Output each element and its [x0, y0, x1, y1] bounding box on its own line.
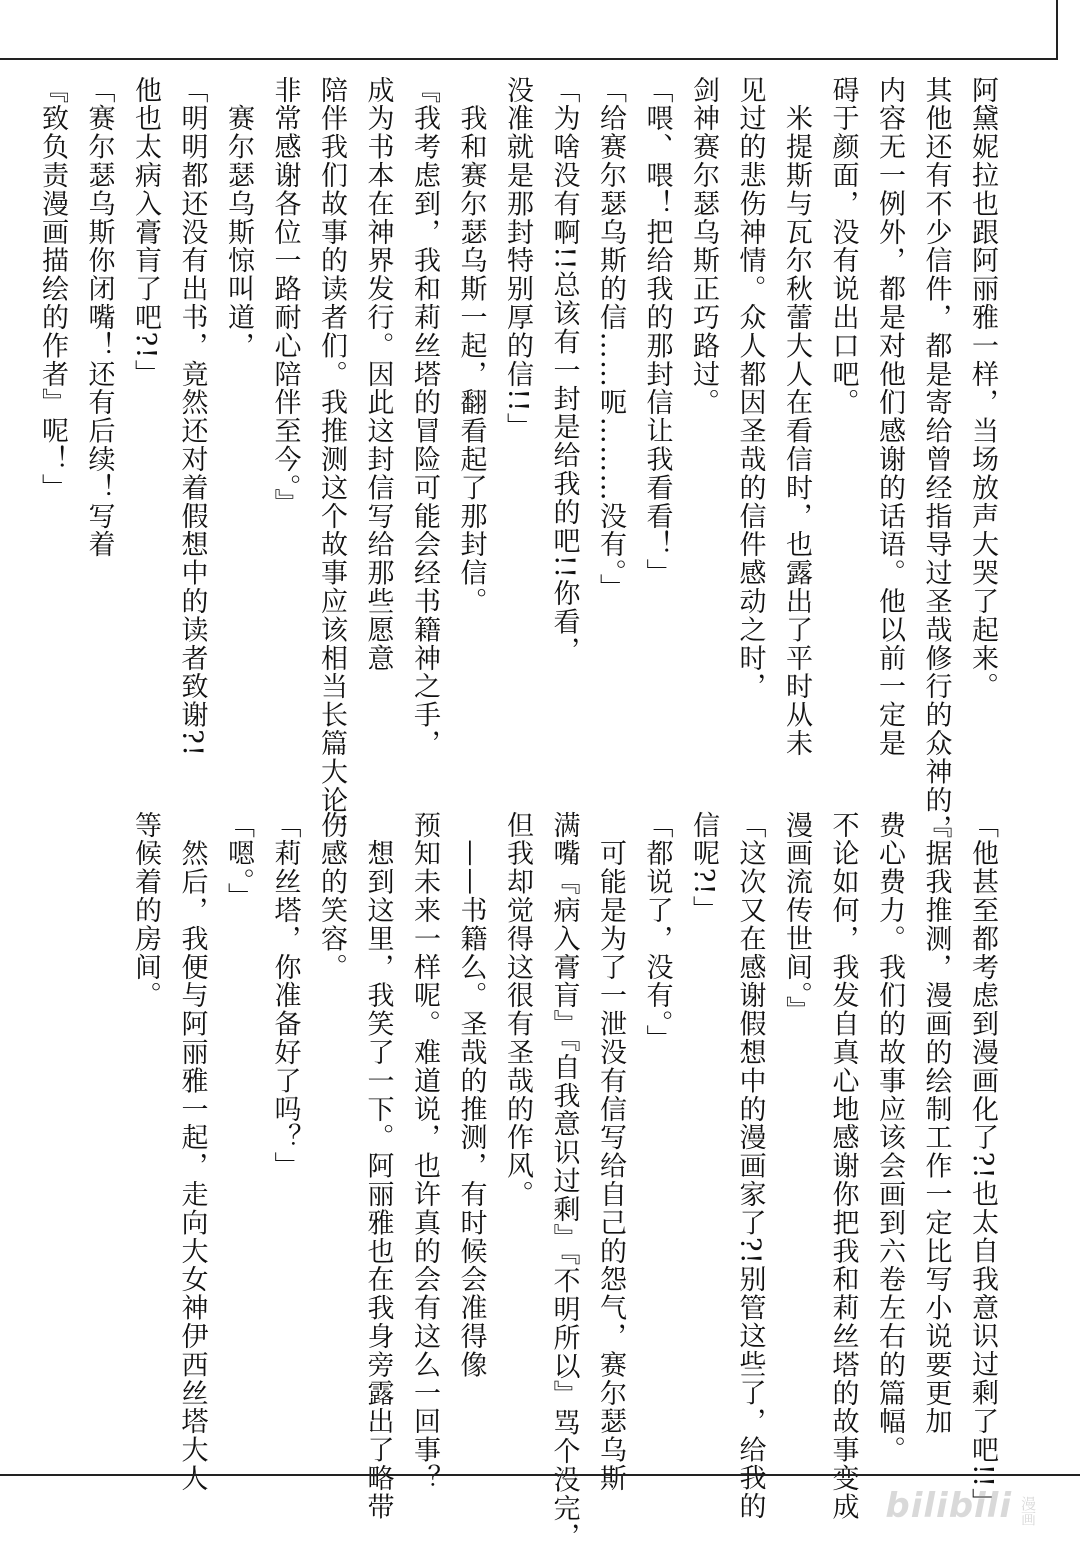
text-column: 「赛尔瑟乌斯你闭嘴！还有后续！写着: [83, 76, 115, 559]
text-column: 「他甚至都考虑到漫画化了?!也太自我意识过剩了吧!!」: [967, 811, 998, 1517]
text-column: 「喂、喂！把给我的那封信让我看看！」: [641, 76, 673, 588]
text-column: 但我却觉得这很有圣哉的作风。: [502, 811, 533, 1209]
text-column: 可能是为了一泄没有信写给自己的怨气，赛尔瑟乌斯: [595, 811, 626, 1493]
text-column: ——书籍么。圣哉的推测，有时候会准得像: [455, 811, 487, 1379]
text-column: 伤感的笑容。: [316, 811, 347, 982]
text-column: 『据我推测，漫画的绘制工作一定比写小说要更加: [920, 811, 952, 1436]
watermark: [885, 1486, 1060, 1526]
text-column: 「嗯。」: [223, 811, 254, 912]
text-column: 信呢?!」: [688, 811, 719, 925]
text-column: 我和赛尔瑟乌斯一起，翻看起了那封信。: [455, 76, 487, 616]
text-column: 『我考虑到，我和莉丝塔的冒险可能会经书籍神之手，: [409, 76, 440, 758]
text-column: 「都说了，没有。」: [641, 811, 673, 1054]
text-column: 内容无一例外，都是对他们感谢的话语。他以前一定是: [874, 76, 905, 758]
text-column: 想到这里，我笑了一下。阿丽雅也在我身旁露出了略带: [362, 811, 394, 1521]
top-rule-corner: [1056, 0, 1058, 58]
text-column: 成为书本在神界发行。因此这封信写给那些愿意: [362, 76, 394, 673]
text-column: 『致负责漫画描绘的作者』呢！」: [37, 76, 68, 502]
text-column: 等候着的房间。: [130, 811, 161, 1010]
text-column: 阿黛妮拉也跟阿丽雅一样，当场放声大哭了起来。: [967, 76, 998, 701]
bottom-rule: [0, 1474, 1080, 1476]
watermark-sub: 漫画: [1019, 1496, 1037, 1526]
text-column: 预知未来一样呢。难道说，也许真的会有这么一回事？: [409, 811, 440, 1493]
watermark-logo: bilibili: [885, 1486, 1012, 1526]
text-column: 米提斯与瓦尔秋蕾大人在看信时，也露出了平时从未: [781, 76, 812, 758]
text-column: 「给赛尔瑟乌斯的信……呃………没有。」: [595, 76, 626, 603]
text-column: 「这次又在感谢假想中的漫画家了?!别管这些了，给我的: [734, 811, 766, 1521]
text-column: 陪伴我们故事的读者们。我推测这个故事应该相当长篇大论，: [316, 76, 347, 843]
text-column: 没准就是那封特别厚的信!!」: [502, 76, 533, 442]
top-rule: [0, 58, 1058, 60]
text-column: 「为啥没有啊!!总该有一封是给我的吧!!你看，: [548, 76, 580, 665]
text-column: 然后，我便与阿丽雅一起，走向大女神伊西丝塔大人: [176, 811, 208, 1493]
text-column: 不论如何，我发自真心地感谢你把我和莉丝塔的故事变成: [827, 811, 859, 1521]
text-column: 非常感谢各位一路耐心陪伴至今。』: [269, 76, 301, 517]
text-column: 赛尔瑟乌斯惊叫道，: [223, 76, 254, 360]
text-column: 「莉丝塔，你准备好了吗？」: [269, 811, 301, 1181]
text-column: 见过的悲伤神情。众人都因圣哉的信件感动之时，: [734, 76, 766, 701]
text-column: 其他还有不少信件，都是寄给曾经指导过圣哉修行的众神的，: [920, 76, 952, 843]
text-column: 「明明都还没有出书，竟然还对着假想中的读者致谢?!: [176, 76, 208, 758]
text-column: 碍于颜面，没有说出口吧。: [827, 76, 859, 417]
text-column: 满嘴『病入膏肓』『自我意识过剩』『不明所以』骂个没完，: [548, 811, 580, 1551]
text-column: 费心费力。我们的故事应该会画到六卷左右的篇幅。: [874, 811, 905, 1465]
text-column: 漫画流传世间。』: [781, 811, 812, 1025]
text-column: 剑神赛尔瑟乌斯正巧路过。: [688, 76, 719, 417]
text-column: 他也太病入膏肓了吧?!」: [130, 76, 161, 389]
